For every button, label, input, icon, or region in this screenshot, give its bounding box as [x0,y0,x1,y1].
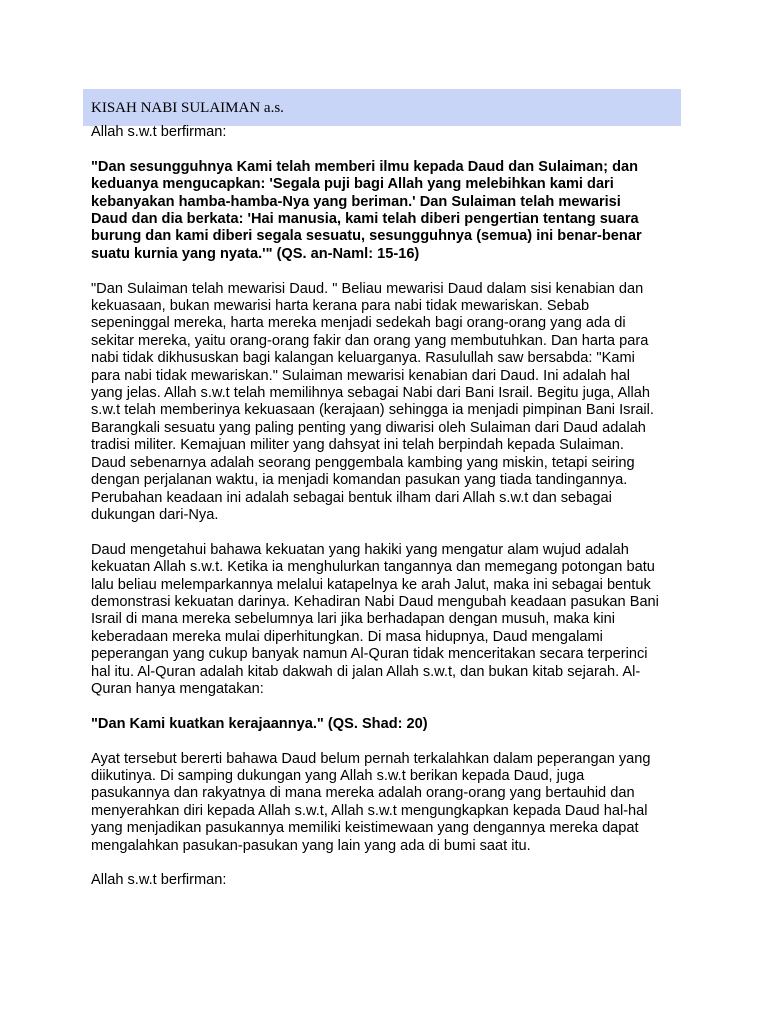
paragraph-closing: Allah s.w.t berfirman: [91,872,227,889]
quote-an-naml: "Dan sesungguhnya Kami telah memberi ilmu kepada Daud dan Sulaiman; dan keduanya mengucapkan: 'Segala puji bagi Allah yang melebihkan kami dari kebanyakan hamba-hamba-Nya yang beriman.' Dan Sulaiman telah mewarisi Daud dan dia berkata: 'Hai manusia, kami telah diberi pengertian tentang suara burung dan kami diberi segala sesuatu, sesungguhnya (semua) ini benar-benar suatu kurnia yang nyata.'" (QS. an-Naml: 15-16) [91,158,642,262]
document-title: KISAH NABI SULAIMAN a.s. [91,100,284,116]
paragraph-verse-meaning: Ayat tersebut bererti bahawa Daud belum pernah terkalahkan dalam peperangan yang diikutinya. Di samping dukungan yang Allah s.w.t berikan kepada Daud, juga pasukannya dan rakyatnya di mana mereka adalah orang-orang yang bertauhid dan menyerahkan diri kepada Allah s.w.t, Allah s.w.t mengungkapkan kepada Daud hal-hal yang menjadikan pasukannya memiliki keistimewaan yang dengannya mereka dapat mengalahkan pasukan-pasukan yang lain yang ada di bumi saat itu. [91,750,651,854]
title-bar [83,89,681,126]
paragraph-strength: Daud mengetahui bahawa kekuatan yang hakiki yang mengatur alam wujud adalah kekuatan Allah s.w.t. Ketika ia menghulurkan tangannya dan memegang potongan batu lalu beliau melemparkannya melalui katapelnya ke arah Jalut, maka ini sebagai bentuk demonstrasi kekuatan darinya. Kehadiran Nabi Daud mengubah keadaan pasukan Bani Israil di mana mereka sebelumnya lari jika berhadapan dengan musuh, maka kini keberadaan mereka mulai diperhitungkan. Di masa hidupnya, Daud mengalami peperangan yang cukup banyak namun Al-Quran tidak menceritakan secara terperinci hal itu. Al-Quran adalah kitab dakwah di jalan Allah s.w.t, dan bukan kitab sejarah. Al- Quran hanya mengatakan: [91,541,659,697]
paragraph-inheritance: "Dan Sulaiman telah mewarisi Daud. " Beliau mewarisi Daud dalam sisi kenabian dan kekuasaan, bukan mewarisi harta kerana para nabi tidak mewariskan. Sebab sepeninggal mereka, harta mereka menjadi sedekah bagi orang-orang yang ada di sekitar mereka, yaitu orang-orang fakir dan orang yang membutuhkan. Dan harta para nabi tidak dikhususkan bagi kalangan keluarganya. Rasulullah saw bersabda: "Kami para nabi tidak mewariskan." Sulaiman mewarisi kenabian dari Daud. Ini adalah hal yang jelas. Allah s.w.t telah memilihnya sebagai Nabi dari Bani Israil. Begitu juga, Allah s.w.t telah memberinya kekuasaan (kerajaan) sehingga ia menjadi pimpinan Bani Israil. Barangkali sesuatu yang paling penting yang diwarisi oleh Sulaiman dari Daud adalah tradisi militer. Kemajuan militer yang dahsyat ini telah berpindah kepada Sulaiman. Daud sebenarnya adalah seorang penggembala kambing yang miskin, tetapi seiring dengan perjalanan waktu, ia menjadi komandan pasukan yang tiada tandingannya. Perubahan keadaan ini adalah sebagai bentuk ilham dari Allah s.w.t dan sebagai dukungan dari-Nya. [91,280,654,523]
document-body [91,124,691,890]
paragraph-intro: Allah s.w.t berfirman: [91,124,227,140]
quote-shad: "Dan Kami kuatkan kerajaannya." (QS. Shad: 20) [91,715,428,732]
